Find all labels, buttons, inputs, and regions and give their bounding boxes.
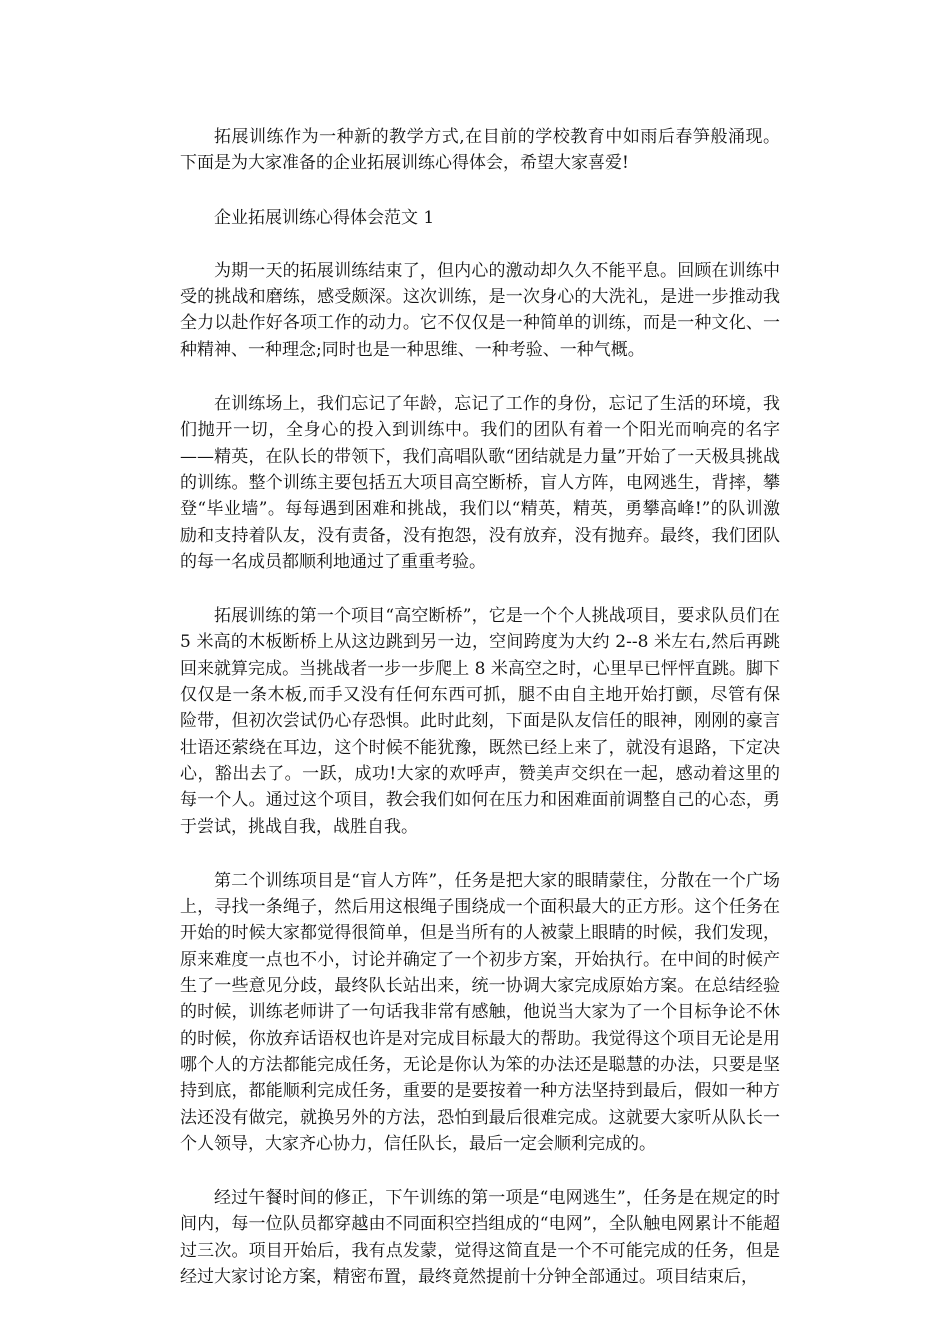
body-paragraph-1: 为期一天的拓展训练结束了，但内心的激动却久久不能平息。回顾在训练中受的挑战和磨练，感受颇深。这次训练，是一次身心的大洗礼，是进一步推动我全力以赴作好各项工作的动力。它不仅仅是一种简单的训练，而是一种文化、一种精神、一种理念;同时也是一种思维、一种考验、一种气概。 — [180, 260, 780, 360]
document-page — [180, 124, 780, 1318]
body-paragraph-4: 第二个训练项目是“盲人方阵”，任务是把大家的眼睛蒙住，分散在一个广场上，寻找一条绳子，然后用这根绳子围绕成一个面积最大的正方形。这个任务在开始的时候大家都觉得很简单，但是当所有的人被蒙上眼睛的时候，我们发现，原来难度一点也不小，讨论并确定了一个初步方案，开始执行。在中间的时候产生了一些意见分歧，最终队长站出来，统一协调大家完成原始方案。在总结经验的时候，训练老师讲了一句话我非常有感触，他说当大家为了一个目标争论不休的时候，你放弃话语权也许是对完成目标最大的帮助。我觉得这个项目无论是用哪个人的方法都能完成任务，无论是你认为笨的办法还是聪慧的办法，只要是坚持到底，都能顺利完成任务，重要的是要按着一种方法坚持到最后，假如一种方法还没有做完，就换另外的方法，恐怕到最后很难完成。这就要大家听从队长一个人领导，大家齐心协力，信任队长，最后一定会顺利完成的。 — [180, 870, 780, 1154]
body-paragraph-2: 在训练场上，我们忘记了年龄，忘记了工作的身份，忘记了生活的环境，我们抛开一切，全身心的投入到训练中。我们的团队有着一个阳光而响亮的名字——精英，在队长的带领下，我们高唱队歌“团结就是力量”开始了一天极具挑战的训练。整个训练主要包括五大项目高空断桥，盲人方阵，电网逃生，背摔，攀登“毕业墙”。每每遇到困难和挑战，我们以“精英，精英，勇攀高峰!”的队训激励和支持着队友，没有责备，没有抱怨，没有放弃，没有抛弃。最终，我们团队的每一名成员都顺利地通过了重重考验。 — [180, 394, 780, 572]
intro-paragraph: 拓展训练作为一种新的教学方式,在目前的学校教育中如雨后春笋般涌现。下面是为大家准备的企业拓展训练心得体会，希望大家喜爱! — [180, 127, 780, 174]
essay-heading: 企业拓展训练心得体会范文 1 — [214, 207, 435, 228]
body-paragraph-5: 经过午餐时间的修正，下午训练的第一项是“电网逃生”，任务是在规定的时间内，每一位队员都穿越由不同面积空挡组成的“电网”，全队触电网累计不能超过三次。项目开始后，我有点发蒙，觉得这简直是一个不可能完成的任务，但是经过大家讨论方案，精密布置，最终竟然提前十分钟全部通过。项目结束后， — [180, 1188, 780, 1287]
body-paragraph-3: 拓展训练的第一个项目“高空断桥”，它是一个个人挑战项目，要求队员们在 5 米高的木板断桥上从这边跳到另一边，空间跨度为大约 2--8 米左右,然后再跳回来就算完成。当挑战者一步一步爬上 8 米高空之时，心里早已怦怦直跳。脚下仅仅是一条木板,而手又没有任何东西可抓，腿不由自主地开始打颤，尽管有保险带，但初次尝试仍心存恐惧。此时此刻，下面是队友信任的眼神，刚刚的豪言壮语还萦绕在耳边，这个时候不能犹豫，既然已经上来了，就没有退路，下定决心，豁出去了。一跃，成功!大家的欢呼声，赞美声交织在一起，感动着这里的每一个人。通过这个项目，教会我们如何在压力和困难面前调整自己的心态，勇于尝试，挑战自我，战胜自我。 — [180, 606, 780, 837]
